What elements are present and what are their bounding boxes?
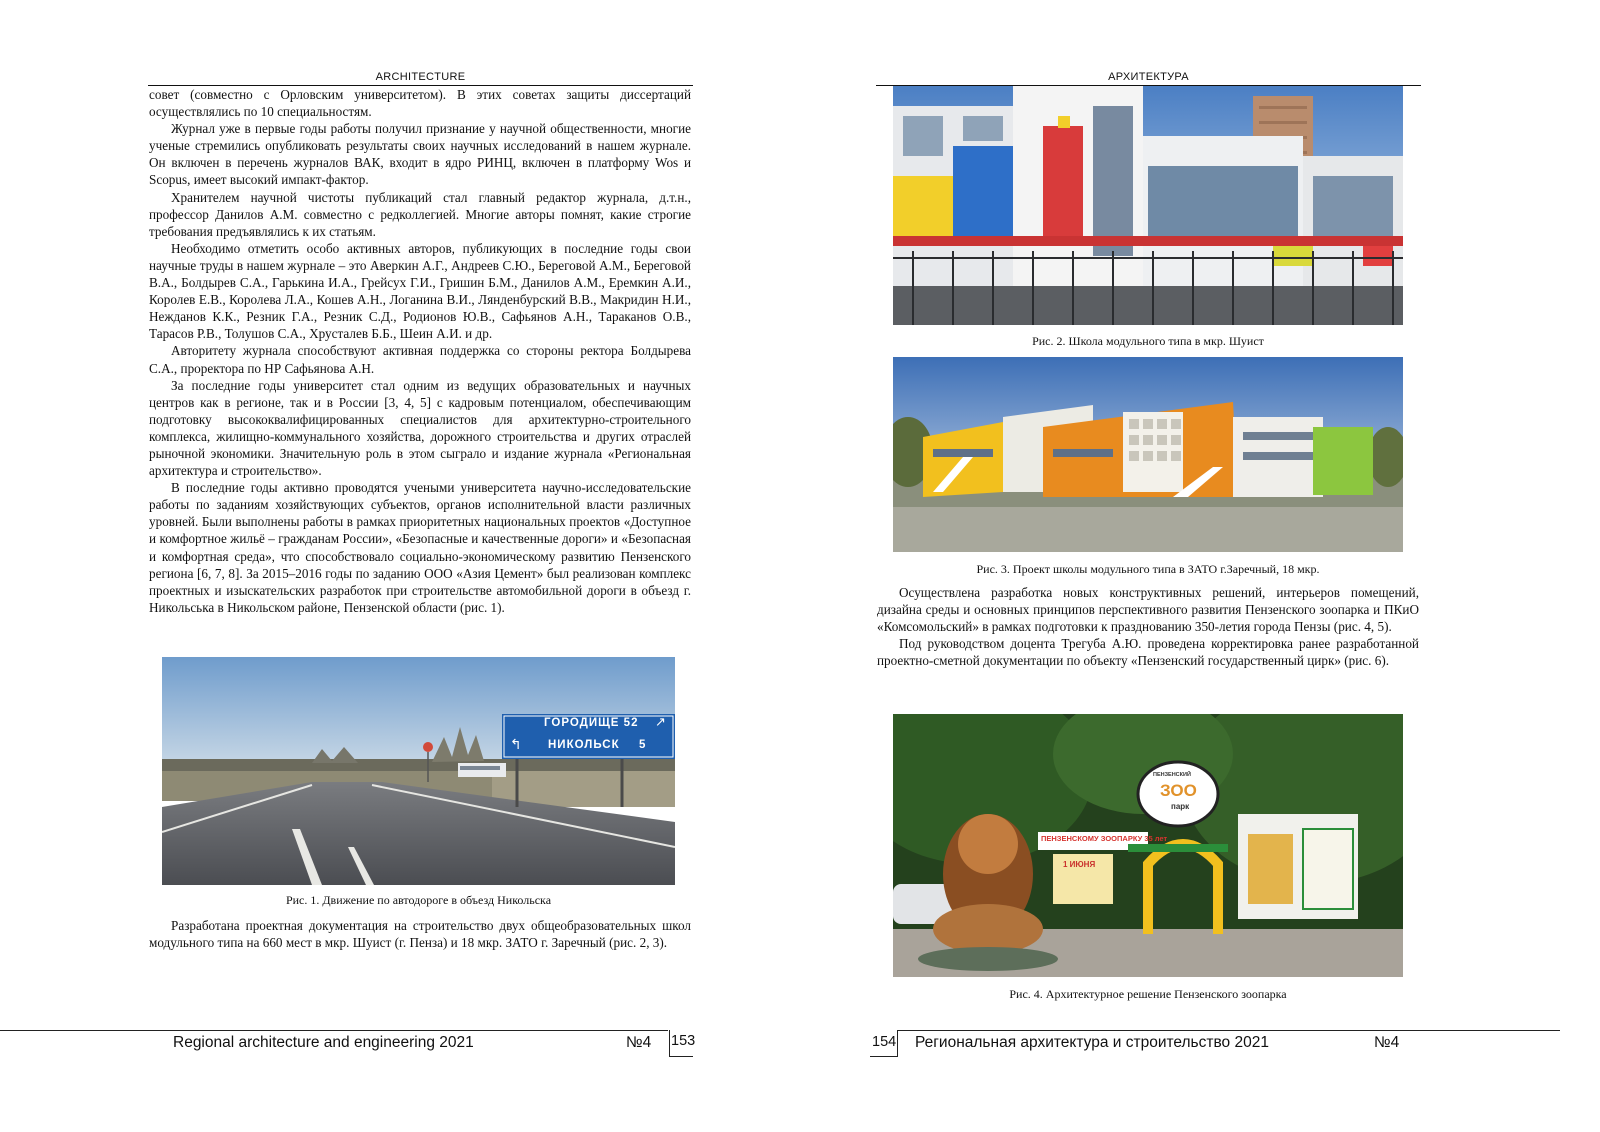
paragraph: Авторитету журнала способствуют активная поддержка со стороны ректора Болдырева С.А., проректора по НР Сафьянова А.Н. [149, 343, 691, 376]
figure-2-caption: Рис. 2. Школа модульного типа в мкр. Шуист [1032, 334, 1264, 348]
zoo-sign-main: ЗОО [1160, 781, 1197, 800]
figure-school-shuist [893, 86, 1403, 325]
paragraph: За последние годы университет стал одним из ведущих образовательных и научных центров как в регионе, так и в России [3, 4, 5] с кадровым потенциалом, обеспечивающим подготовку высококвалифицированных специалистов для архитектурно-строительного комплекса, жилищно-коммунального хозяйства, дорожного строительства и других отраслей рыночной экономики. Значительную роль в этом сыграло и издание журнала «Региональная архитектура и строительство». [149, 377, 691, 479]
school-photo-illustration [893, 86, 1403, 325]
page-number: 154 [870, 1030, 898, 1057]
zoo-photo-illustration [893, 714, 1403, 977]
running-head: АРХИТЕКТУРА [1108, 71, 1189, 83]
paragraph: В последние годы активно проводятся учеными университета научно-исследовательские работы по заданиям хозяйствующих субъектов, органов исполнительной власти различных уровней. Были выполнены работы в рамках приоритетных национальных проектов «Доступное и комфортное жильё – гражданам России», «Безопасные и качественные дороги» и «Безопасная и комфортная среда», что способствовало социально-экономическому развитию Пензенского региона [6, 7, 8]. За 2015–2016 годы по заданию ООО «Азия Цемент» был реализован комплекс проектных и изыскательских разработок при строительстве автомобильной дороги в объезд г. Никольська в Никольском районе, Пензенской области (рис. 1). [149, 480, 691, 615]
paragraph: Осуществлена разработка новых конструктивных решений, интерьеров помещений, дизайна среды и основных принципов перспективного развития Пензенского зоопарка и ПКиО «Комсомольский» в рамках подготовки к празднованию 350-летия города Пензы (рис. 4, 5). [877, 585, 1419, 635]
zoo-sign-sub: парк [1171, 802, 1190, 811]
journal-title-footer: Региональная архитектура и строительство 2021 [915, 1034, 1269, 1051]
right-arrow-icon: ↗ [655, 715, 666, 730]
running-head: ARCHITECTURE [375, 71, 466, 83]
body-text [149, 86, 691, 616]
footer-rule [898, 1030, 1560, 1031]
paragraph: Хранителем научной чистоты публикаций стал главный редактор журнала, д.т.н., профессор Данилов А.М. совместно с редколлегией. Многие авторы помнят, какие строгие требования предъявлялись к их статьям. [149, 189, 691, 239]
body-text-after-figure [149, 917, 691, 951]
paragraph: Журнал уже в первые годы работы получил признание у научной общественности, многие ученые стремились опубликовать результаты своих научных исследований в нашем журнале. Он включен в перечень журналов ВАК, входит в ядро РИНЦ, включен в платформу Wos и Scopus, имеет высокий импакт-фактор. [149, 121, 691, 188]
footer-rule [0, 1030, 668, 1031]
paragraph: совет (совместно с Орловским университетом). В этих советах защиты диссертаций осуществлялись по 10 специальностям. [149, 87, 691, 120]
right-page [800, 0, 1600, 1132]
school-render-illustration [893, 357, 1403, 552]
road-photo-illustration [162, 657, 675, 885]
sign-line-2: НИКОЛЬСК [548, 739, 620, 751]
sign-line-1: ГОРОДИЩЕ 52 [544, 717, 639, 729]
paragraph: Необходимо отметить особо активных авторов, публикующих в последние годы свои научные труды в нашем журнале – это Аверкин А.Г., Андреев С.Ю., Береговой А.М., Береговой В.А., Болдырев С.А., Гарькина И.А., Грейсух Г.И., Гришин Б.М., Данилов А.М., Еремкин А.И., Королев Е.В., Королева Л.А., Кошев А.Н., Логанина В.И., Лянденбурский В.В., Макридин Н.И., Нежданов К.К., Резник Г.А., Резник С.Д., Родионов Ю.В., Сафьянов А.Н., Тараканов О.В., Тарасов Р.В., Толушов С.А., Хрусталев Б.Б., Шеин А.И. и др. [149, 240, 691, 342]
figure-3-caption: Рис. 3. Проект школы модульного типа в ЗАТО г.Заречный, 18 мкр. [976, 562, 1320, 576]
paragraph: Под руководством доцента Трегуба А.Ю. проведена корректировка ранее разработанной проектно-сметной документации по объекту «Пензенский государственный цирк» (рис. 6). [877, 636, 1419, 669]
zoo-banner: ПЕНЗЕНСКОМУ ЗООПАРКУ 35 лет [1041, 834, 1168, 843]
zoo-poster: 1 ИЮНЯ [1063, 860, 1096, 869]
issue-number: №4 [1374, 1034, 1400, 1051]
figure-school-zarechny [893, 357, 1403, 552]
figure-road-photo [162, 657, 675, 885]
figure-1-caption: Рис. 1. Движение по автодороге в объезд Никольска [285, 893, 552, 907]
body-text [877, 584, 1419, 669]
issue-number: №4 [626, 1034, 652, 1051]
figure-4-caption: Рис. 4. Архитектурное решение Пензенского зоопарка [1009, 987, 1287, 1001]
page-number: 153 [669, 1030, 693, 1057]
turn-arrow-icon: ↰ [510, 737, 522, 753]
paragraph: Разработана проектная документация на строительство двух общеобразовательных школ модульного типа на 660 мест в мкр. Шуист (г. Пенза) и 18 мкр. ЗАТО г. Заречный (рис. 2, 3). [149, 918, 691, 951]
figure-zoo-entrance [893, 714, 1403, 977]
sign-number-2: 5 [639, 739, 646, 751]
journal-title-footer: Regional architecture and engineering 2021 [173, 1034, 474, 1051]
zoo-sign-top: ПЕНЗЕНСКИЙ [1153, 772, 1191, 778]
